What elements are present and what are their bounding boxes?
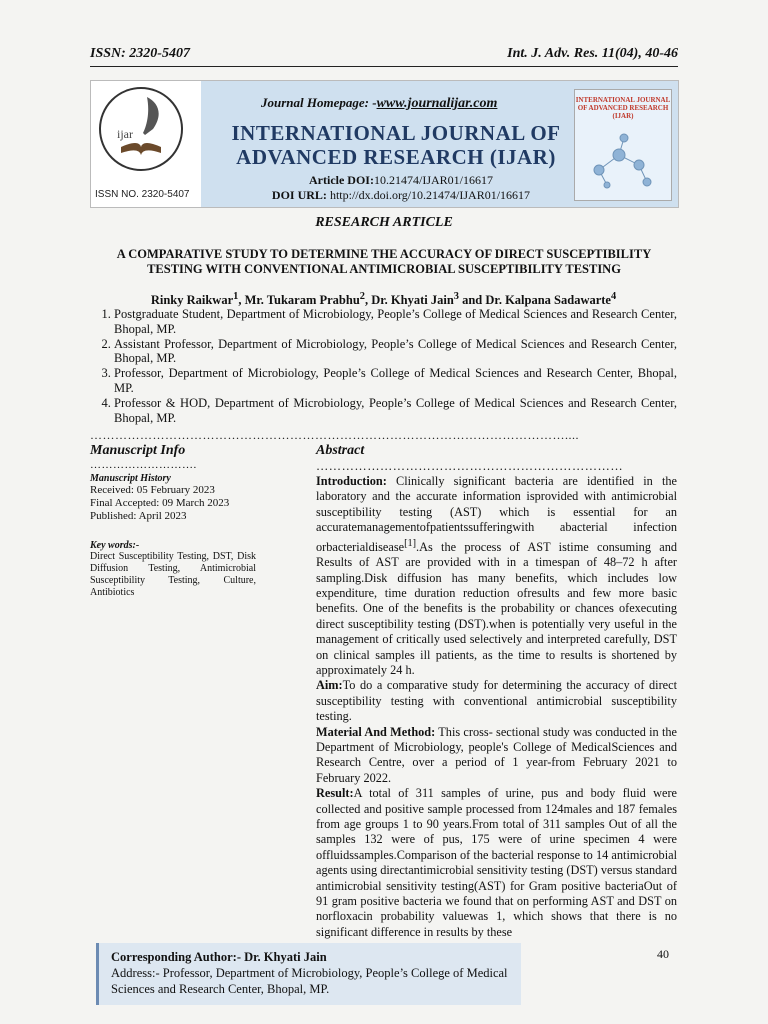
- abstract-introduction: [316, 474, 677, 678]
- corresponding-author-box: [96, 943, 521, 1005]
- intro-label: Introduction:: [316, 474, 387, 488]
- manuscript-info: [90, 443, 256, 599]
- affiliation-item: 1. Postgraduate Student, Department of Microbiology, People’s College of Medical Sciences and Research Center, Bhopal, MP.: [114, 307, 677, 337]
- journal-cover-thumbnail: [574, 89, 672, 201]
- citation-text: Int. J. Adv. Res. 11(04), 40-46: [507, 46, 678, 61]
- logo-label: ijar: [117, 127, 133, 141]
- author-sup: 2: [359, 291, 365, 302]
- article-title-line1: A COMPARATIVE STUDY TO DETERMINE THE ACCURACY OF DIRECT SUSCEPTIBILITY: [116, 247, 652, 261]
- homepage-label: Journal Homepage: -: [261, 95, 377, 110]
- affiliation-item: 3. Professor, Department of Microbiology, People’s College of Medical Sciences and Research Center, Bhopal, MP.: [114, 366, 677, 396]
- author-name: Dr. Kalpana Sadawarte: [485, 293, 611, 308]
- quill-book-icon: [101, 89, 181, 169]
- author-sup: 3: [453, 291, 459, 302]
- issn-text: ISSN: 2320-5407: [90, 46, 190, 61]
- citation-ref[interactable]: [1]: [404, 537, 417, 549]
- abstract-dots: ………………………………………………………………: [316, 459, 624, 473]
- journal-title-line1: INTERNATIONAL JOURNAL OF: [231, 121, 561, 145]
- keywords-text: Direct Susceptibility Testing, DST, Disk Diffusion Testing, Antimicrobial Susceptibility Testing, Culture, Antibiotics: [90, 551, 256, 598]
- history-heading: Manuscript History: [90, 473, 171, 484]
- doi-block: [241, 173, 561, 203]
- method-label: Material And Method:: [316, 724, 436, 739]
- manuscript-info-heading: Manuscript Info: [90, 443, 186, 458]
- homepage-link[interactable]: www.journalijar.com: [376, 96, 498, 111]
- abstract-heading: Abstract: [316, 443, 365, 458]
- author-name: Dr. Khyati Jain: [371, 293, 454, 308]
- doi-label: Article DOI:: [309, 173, 374, 187]
- received-date: Received: 05 February 2023: [90, 484, 215, 496]
- result-label: Result:: [316, 786, 354, 801]
- logo-circle: [99, 87, 183, 171]
- article-title: [110, 247, 658, 277]
- doi-url-label: DOI URL:: [271, 188, 327, 202]
- affiliations: [90, 307, 677, 425]
- doi-url-link[interactable]: http://dx.doi.org/10.21474/IJAR01/16617: [329, 188, 531, 202]
- author-name: Mr. Tukaram Prabhu: [244, 293, 360, 308]
- abstract-aim: [316, 678, 677, 724]
- author-name: Rinky Raikwar: [150, 293, 234, 308]
- molecule-icon: [589, 130, 655, 190]
- manuscript-info-dots: ……………………….: [90, 459, 197, 471]
- published-date: Published: April 2023: [90, 510, 187, 522]
- page-number: 40: [657, 947, 669, 961]
- running-header: [90, 46, 678, 67]
- address-label: Address:: [111, 966, 156, 980]
- logo-issn: ISSN NO. 2320-5407: [95, 189, 190, 200]
- aim-label: Aim:: [316, 678, 343, 693]
- separator-rule: ……………………………………………………………………………………………………....: [90, 428, 579, 442]
- result-text: A total of 311 samples of urine, pus and body fluid were collected and positive sample processed from 124males and 187 females from age groups 1 to 90 years.From total of 311 samples Out of all the samples 132 were of pus, 175 were of urine specimen 4 were offluidssamples.Comparison of the bacterial response to 14 antimicrobial agents using directantimicrobial sensitivity testing (DST) versus standard antimicrobial sensitivity testing(AST) for Gram positive bacteriaOut of 91 gram positive bacteria we found that on performing AST and DST on norfloxacin probability valuewas 1, which shows that there is no significant difference in results by these: [316, 786, 677, 939]
- keywords-heading: Key words:-: [90, 540, 140, 551]
- doi-value: 10.21474/IJAR01/16617: [373, 173, 493, 187]
- journal-title: [221, 121, 571, 169]
- journal-banner: [90, 80, 679, 208]
- journal-title-line2: ADVANCED RESEARCH (IJAR): [236, 145, 556, 169]
- corresponding-address: [111, 965, 509, 997]
- article-title-line2: TESTING WITH CONVENTIONAL ANTIMICROBIAL SUSCEPTIBILITY TESTING: [147, 262, 621, 276]
- abstract-method: [316, 725, 677, 787]
- aim-text: To do a comparative study for determining the accuracy of direct susceptibility testing with conventional antimicrobial susceptibility testing.: [316, 678, 677, 724]
- author-sup: 1: [233, 291, 239, 302]
- intro-text-b: .As the process of AST istime consuming and Results of AST are provided with in a timespan of 48–72 h after sampling.Disk diffusion has many benefits, which includes low expenditure, time duration reduction ofresults and few more basic benefits. One of the benefits is the probability or chances ofexecuting direct susceptibility testing (DST).when is potentially very useful in the management of critically used selectively and interpreted carefully, DST on clinical samples ill patients, as the time to results is shortened by approximately 24 h.: [316, 539, 677, 677]
- address-text: - Professor, Department of Microbiology, People’s College of Medical Sciences and Research Center, Bhopal, MP.: [111, 966, 508, 996]
- affiliation-item: 4. Professor & HOD, Department of Microbiology, People’s College of Medical Sciences and Research Center, Bhopal, MP.: [114, 396, 677, 426]
- cover-title: INTERNATIONAL JOURNAL OF ADVANCED RESEARCH (IJAR): [575, 96, 671, 120]
- abstract-body: [316, 474, 677, 940]
- author-list: Rinky Raikwar$^1$, Mr. Tukaram Prabhu$^2$, Dr. Khyati Jain$^3$ and Dr. Kalpana Sadawarte$^4$: [150, 291, 617, 308]
- author-sup: 4: [610, 291, 617, 302]
- intro-text-a: Clinically significant bacteria are identified in the laboratory and the accurate information isprovided with antimicrobial susceptibility testing (AST) which is essential for an accuratemanagementofpatientssufferingwith abacterial infection orbacterialdisease: [316, 474, 677, 554]
- method-text: This cross- sectional study was conducted in the Department of Microbiology, people's College of MedicalSciences and Research Centre, over a period of 1 year-from February 2021 to February 2022.: [316, 724, 677, 785]
- corresponding-author: Corresponding Author:- Dr. Khyati Jain: [111, 950, 327, 964]
- abstract-result: [316, 786, 677, 940]
- accepted-date: Final Accepted: 09 March 2023: [90, 497, 230, 509]
- affiliation-item: 2. Assistant Professor, Department of Microbiology, People’s College of Medical Sciences and Research Center, Bhopal, MP.: [114, 337, 677, 367]
- article-type: RESEARCH ARTICLE: [315, 215, 453, 230]
- journal-logo: [91, 81, 201, 207]
- abstract-section: [316, 443, 677, 940]
- journal-homepage: [261, 95, 497, 112]
